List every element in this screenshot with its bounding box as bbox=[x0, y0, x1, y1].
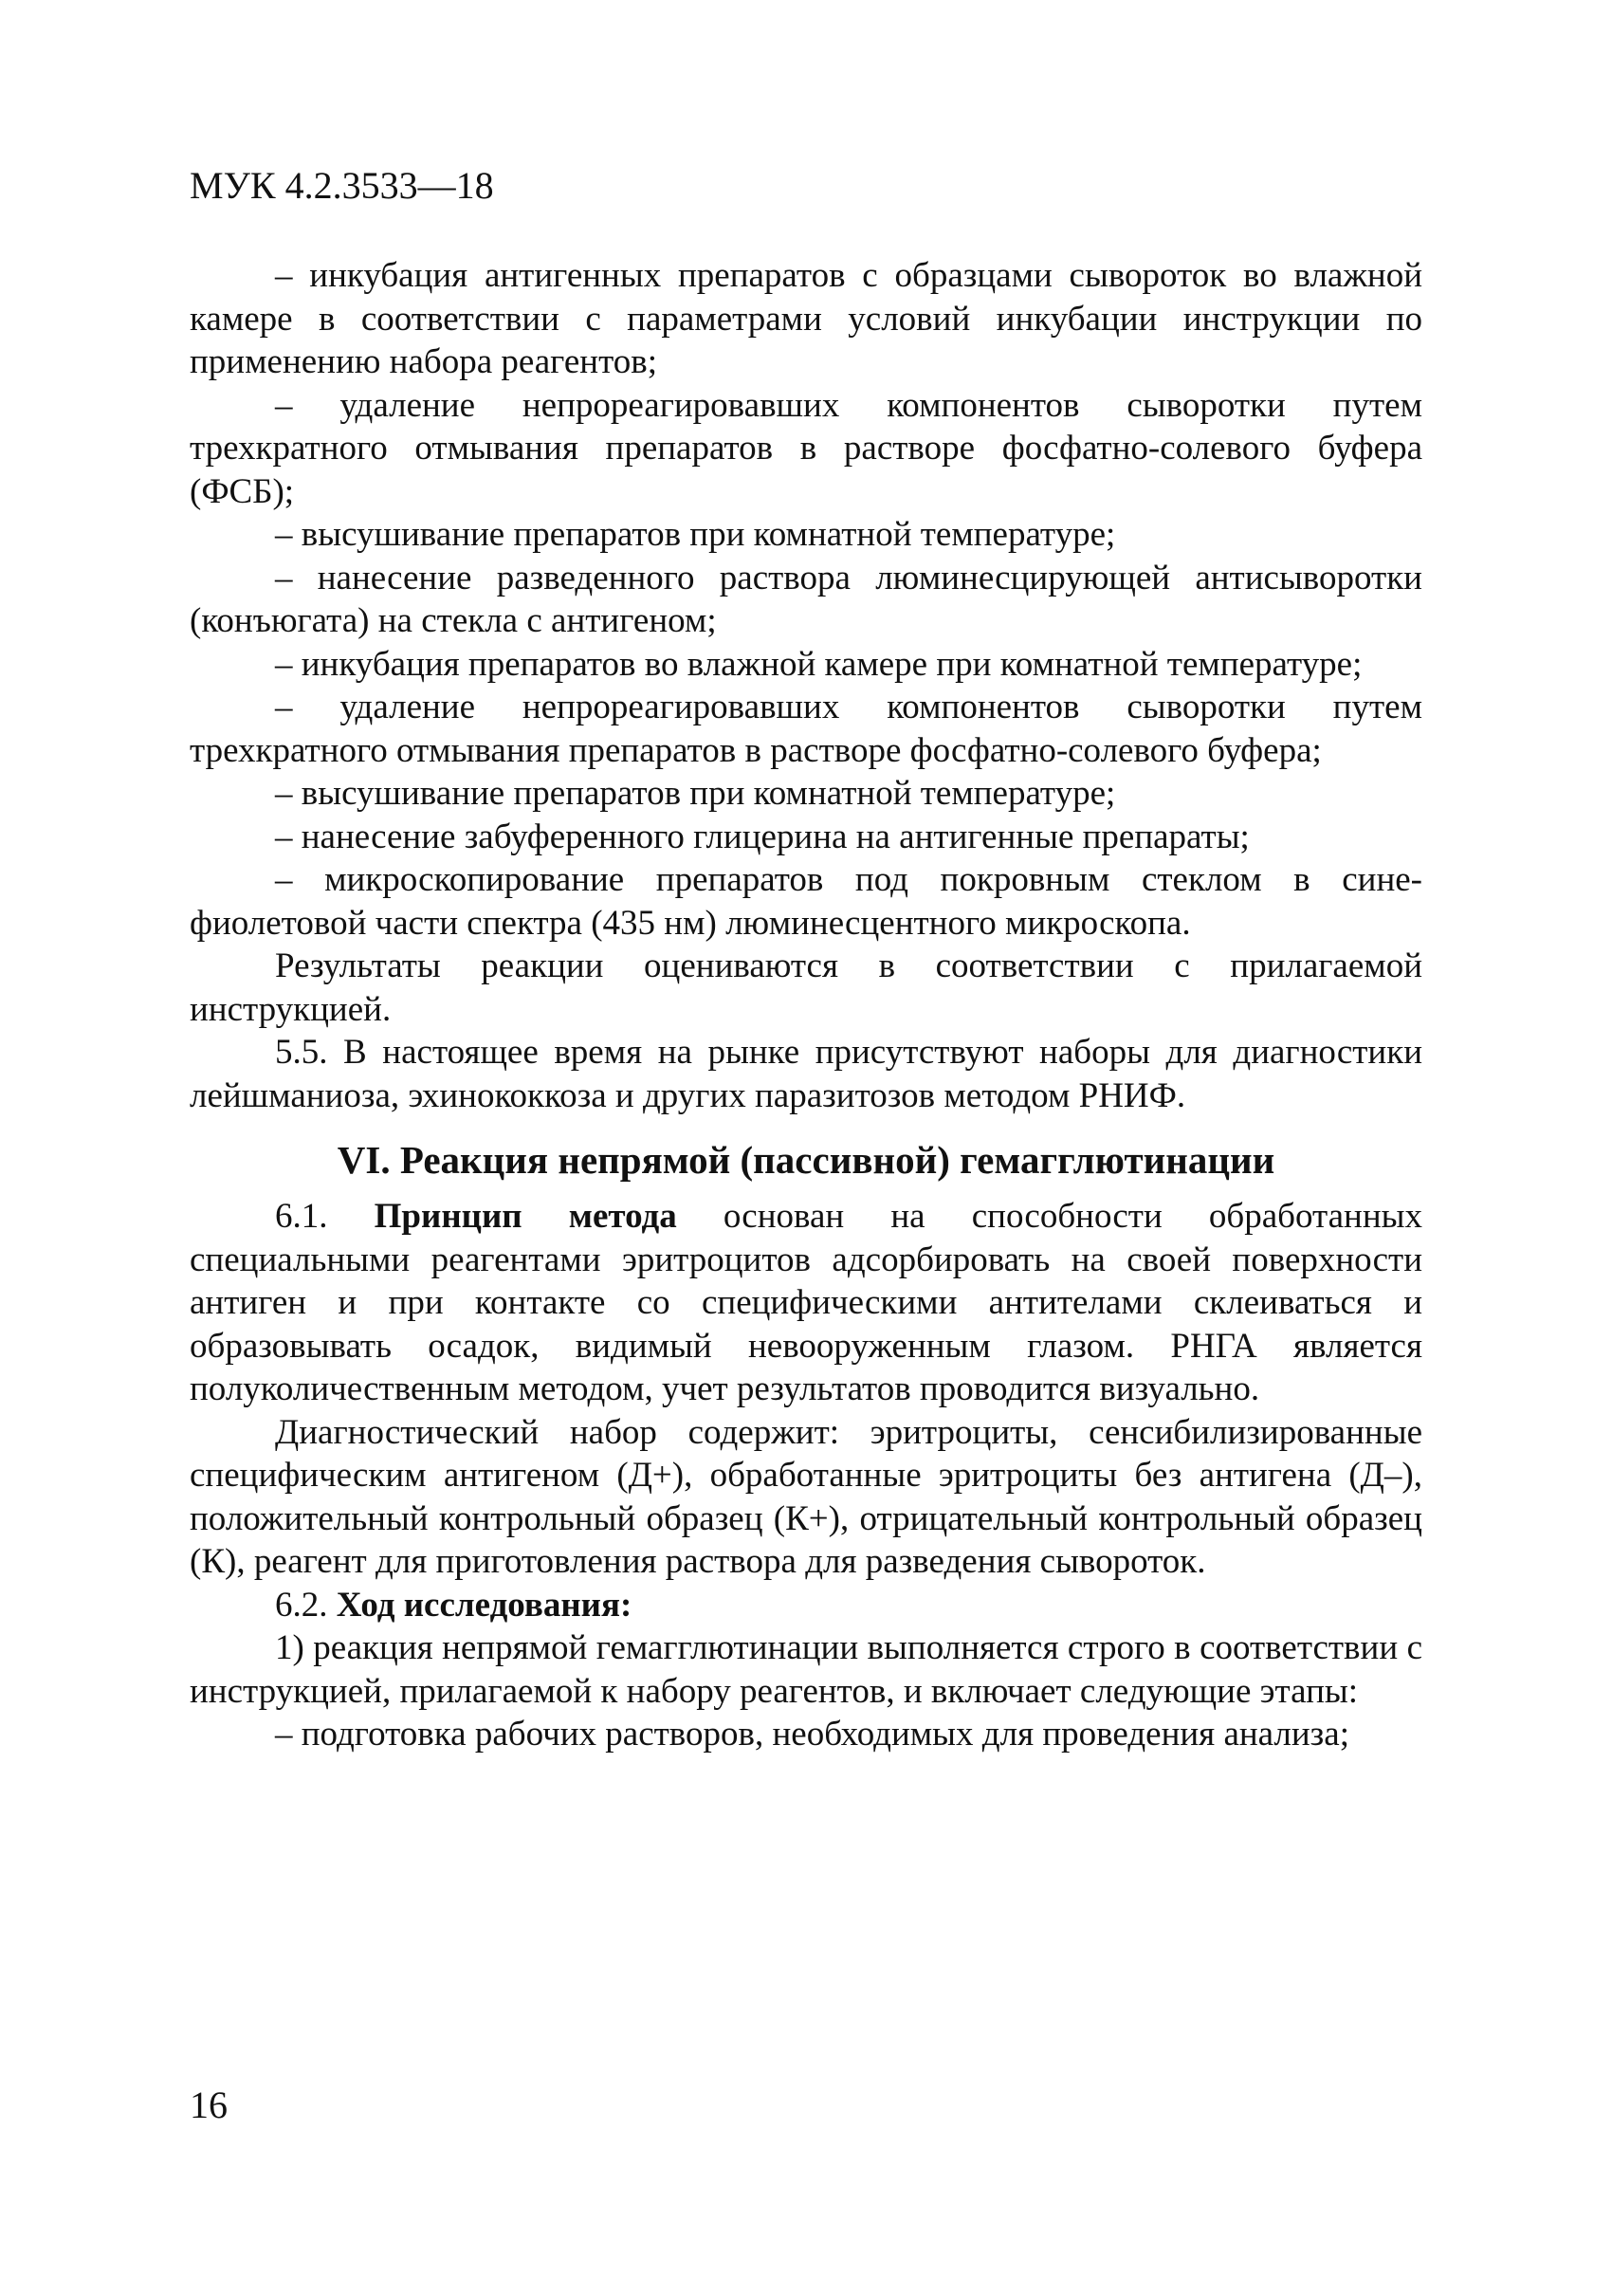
list-item: – удаление непрореагировавших компонентов сыворотки путем трехкратного отмывания препаратов в растворе фосфатно-солевого буфера; bbox=[190, 688, 1422, 770]
list-item: – высушивание препаратов при комнатной температуре; bbox=[275, 774, 1116, 813]
list-item: – нанесение забуференного глицерина на антигенные препараты; bbox=[275, 817, 1250, 856]
list-item: – инкубация препаратов во влажной камере при комнатной температуре; bbox=[275, 644, 1363, 684]
paragraph-6-1-term: Принцип метода bbox=[374, 1197, 677, 1236]
page-body bbox=[190, 254, 1422, 1756]
paragraph-6-2-term: Ход исследования bbox=[336, 1585, 621, 1625]
section-heading: VI. Реакция непрямой (пассивной) гемагглютинации bbox=[337, 1138, 1275, 1182]
paragraph-6-1-text: основан на способности обработанных специальными реагентами эритроцитов адсорбировать на своей поверхности антиген и при контакте со специфическими антителами склеиваться и образовывать осадок, видимый невооруженным глазом. РНГА является полуколичественным методом, учет результатов проводится визуально. bbox=[190, 1197, 1423, 1408]
paragraph-6-2 bbox=[190, 1584, 1422, 1627]
list-item: – высушивание препаратов при комнатной температуре; bbox=[275, 515, 1116, 554]
step-1-paragraph: 1) реакция непрямой гемагглютинации выполняется строго в соответствии с инструкцией, прилагаемой к набору реагентов, и включает следующие этапы: bbox=[190, 1628, 1422, 1711]
list-item: – инкубация антигенных препаратов с образцами сывороток во влажной камере в соответствии с параметрами условий инкубации инструкции по применению набора реагентов; bbox=[190, 256, 1422, 381]
list-item: – подготовка рабочих растворов, необходимых для проведения анализа; bbox=[275, 1715, 1349, 1754]
list-item: – нанесение разведенного раствора люминесцирующей антисыворотки (конъюгата) на стекла с антигеном; bbox=[190, 558, 1422, 640]
paragraph-6-2-colon: : bbox=[620, 1585, 632, 1625]
results-paragraph: Результаты реакции оцениваются в соответствии с прилагаемой инструкцией. bbox=[190, 946, 1422, 1029]
list-item: – микроскопирование препаратов под покровным стеклом в сине-фиолетовой части спектра (435 нм) люминесцентного микроскопа. bbox=[190, 860, 1422, 943]
page-number: 16 bbox=[190, 2084, 228, 2126]
paragraph-6-1 bbox=[190, 1195, 1422, 1411]
document-code-header: МУК 4.2.3533—18 bbox=[190, 164, 494, 207]
paragraph-6-2-number: 6.2. bbox=[275, 1585, 337, 1625]
list-item: – удаление непрореагировавших компонентов сыворотки путем трехкратного отмывания препаратов в растворе фосфатно-солевого буфера (ФСБ); bbox=[190, 385, 1422, 511]
paragraph-5-5: 5.5. В настоящее время на рынке присутствуют наборы для диагностики лейшманиоза, эхинококкоза и других паразитозов методом РНИФ. bbox=[190, 1033, 1422, 1115]
kit-contents-paragraph: Диагностический набор содержит: эритроциты, сенсибилизированные специфическим антигеном (Д+), обработанные эритроциты без антигена (Д–), положительный контрольный образец (К+), отрицательный контрольный образец (К), реагент для приготовления раствора для разведения сывороток. bbox=[190, 1412, 1422, 1581]
paragraph-6-1-number: 6.1. bbox=[275, 1197, 375, 1236]
